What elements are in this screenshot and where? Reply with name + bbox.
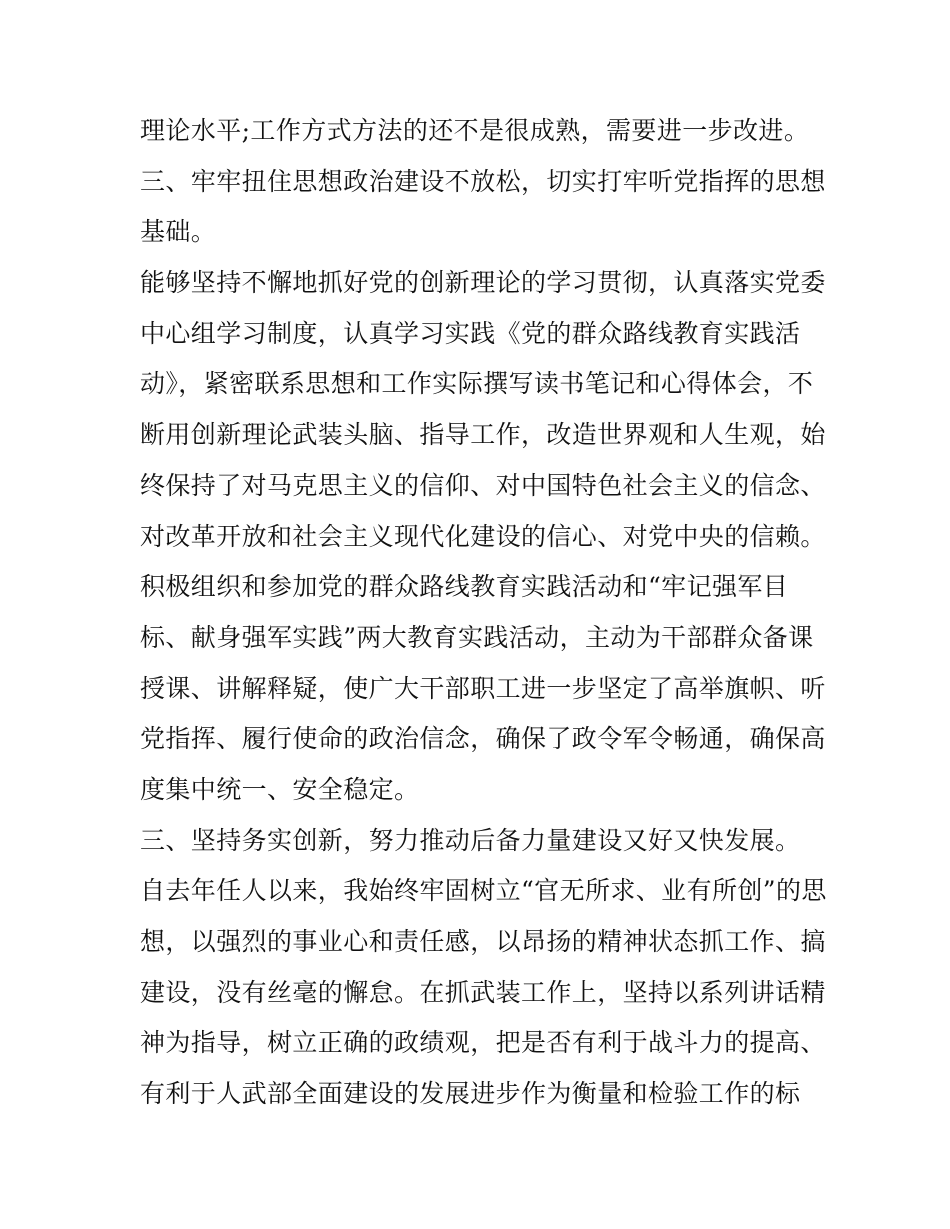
text-line: 断用创新理论武装头脑、指导工作，改造世界观和人生观，始 <box>140 420 826 450</box>
text-line: 终保持了对马克思主义的信仰、对中国特色社会主义的信念、 <box>140 470 826 500</box>
text-line: 积极组织和参加党的群众路线教育实践活动和“牢记强军目 <box>140 572 789 602</box>
text-line: 度集中统一、安全稳定。 <box>140 774 420 804</box>
text-line: 想，以强烈的事业心和责任感，以昂扬的精神状态抓工作、搞 <box>140 927 826 956</box>
text-line: 对改革开放和社会主义现代化建设的信心、对党中央的信赖。 <box>140 521 826 551</box>
text-line: 能够坚持不懈地抓好党的创新理论的学习贯彻，认真落实党委 <box>140 268 826 298</box>
text-line: 有利于人武部全面建设的发展进步作为衡量和检验工作的标 <box>140 1079 801 1109</box>
text-line: 标、献身强军实践”两大教育实践活动，主动为干部群众备课 <box>140 622 814 652</box>
text-line: 建设，没有丝毫的懈怠。在抓武装工作上，坚持以系列讲话精 <box>140 977 826 1007</box>
text-line: 三、坚持务实创新，努力推动后备力量建设又好又快发展。 <box>140 825 801 855</box>
text-line: 基础。 <box>140 217 217 247</box>
text-line: 三、牢牢扭住思想政治建设不放松，切实打牢听党指挥的思想 <box>140 166 826 196</box>
text-line: 中心组学习制度，认真学习实践《党的群众路线教育实践活 <box>140 318 801 348</box>
text-line: 理论水平;工作方式方法的还不是很成熟，需要进一步改进。 <box>140 116 810 145</box>
text-line: 神为指导，树立正确的政绩观，把是否有利于战斗力的提高、 <box>140 1028 826 1058</box>
text-line: 动》，紧密联系思想和工作实际撰写读书笔记和心得体会，不 <box>140 369 814 399</box>
text-line: 自去年任人以来，我始终牢固树立“官无所求、业有所创”的思 <box>140 876 827 906</box>
text-line: 党指挥、履行使命的政治信念，确保了政令军令畅通，确保高 <box>140 724 826 754</box>
body-text <box>140 106 827 1120</box>
text-line: 授课、讲解释疑，使广大干部职工进一步坚定了高举旗帜、听 <box>140 673 826 703</box>
